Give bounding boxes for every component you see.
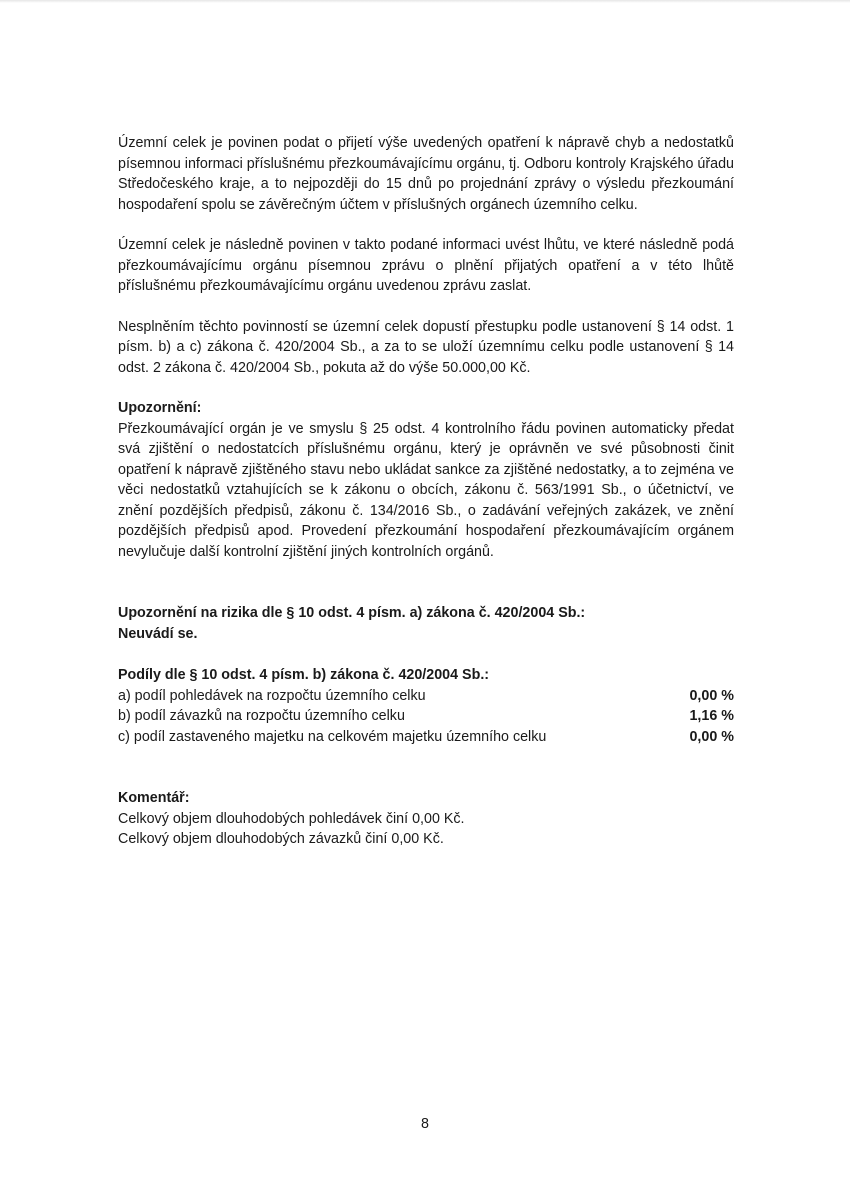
paragraph-remedial-info: Územní celek je povinen podat o přijetí výše uvedených opatření k nápravě chyb a nedostatků písemnou informaci příslušnému přezkoumávajícímu orgánu, tj. Odboru kontroly Krajského úřadu Středočeského kraje, a to nejpozději do 15 dnů po projednání zprávy o výsledu přezkoumání hospodaření spolu se závěrečným účtem v příslušných orgánech územního celku. bbox=[118, 135, 734, 213]
shares-section bbox=[118, 665, 734, 747]
shares-heading: Podíly dle § 10 odst. 4 písm. b) zákona č. 420/2004 Sb.: bbox=[118, 667, 490, 683]
paragraph-deadline: Územní celek je následně povinen v takto podané informaci uvést lhůtu, ve které následně podá přezkoumávajícímu orgánu písemnou zprávu o plnění přijatých opatření a v této lhůtě příslušnému přezkoumávajícímu orgánu uvedenou zprávu zaslat. bbox=[118, 237, 734, 294]
share-row bbox=[118, 727, 734, 748]
comment-line: Celkový objem dlouhodobých pohledávek činí 0,00 Kč. bbox=[118, 810, 465, 827]
notice-heading: Upozornění: bbox=[118, 400, 202, 416]
risks-section bbox=[118, 603, 734, 644]
comment-line: Celkový objem dlouhodobých závazků činí 0,00 Kč. bbox=[118, 831, 444, 847]
comment-section bbox=[118, 788, 734, 850]
share-value: 0,00 % bbox=[689, 728, 734, 745]
share-label: b) podíl závazků na rozpočtu územního celku bbox=[118, 708, 405, 724]
share-value: 0,00 % bbox=[689, 687, 734, 704]
paragraph-offence: Nesplněním těchto povinností se územní celek dopustí přestupku podle ustanovení § 14 odst. 1 písm. b) a c) zákona č. 420/2004 Sb., a za to se uloží územnímu celku podle ustanovení § 14 odst. 2 zákona č. 420/2004 Sb., pokuta až do výše 50.000,00 Kč. bbox=[118, 318, 734, 376]
share-label: a) podíl pohledávek na rozpočtu územního celku bbox=[118, 687, 426, 704]
page-content bbox=[118, 133, 734, 850]
share-value: 1,16 % bbox=[689, 708, 734, 724]
comment-heading: Komentář: bbox=[118, 790, 190, 806]
scan-edge bbox=[0, 0, 850, 3]
risks-heading: Upozornění na rizika dle § 10 odst. 4 písm. a) zákona č. 420/2004 Sb.: bbox=[118, 605, 586, 621]
notice-section bbox=[118, 398, 734, 562]
share-row bbox=[118, 706, 734, 727]
page-number: 8 bbox=[421, 1116, 429, 1132]
share-label: c) podíl zastaveného majetku na celkovém majetku územního celku bbox=[118, 728, 547, 745]
notice-text: Přezkoumávající orgán je ve smyslu § 25 odst. 4 kontrolního řádu povinen automaticky předat svá zjištění o nedostatcích příslušnému orgánu, který je oprávněn ve své působnosti činit opatření k nápravě zjištěného stavu nebo ukládat sankce za zjištěné nedostatky, a to zejména ve věci nedostatků vztahujících se k zákonu o obcích, zákonu č. 563/1991 Sb., o účetnictví, ve znění pozdějších předpisů, zákonu č. 134/2016 Sb., o zadávání veřejných zakázek, ve znění pozdějších předpisů apod. Provedení přezkoumání hospodaření přezkoumávajícím orgánem nevylučuje další kontrolní zjištění jiných kontrolních orgánů. bbox=[118, 420, 734, 560]
risks-value: Neuvádí se. bbox=[118, 625, 198, 642]
share-row bbox=[118, 686, 734, 707]
